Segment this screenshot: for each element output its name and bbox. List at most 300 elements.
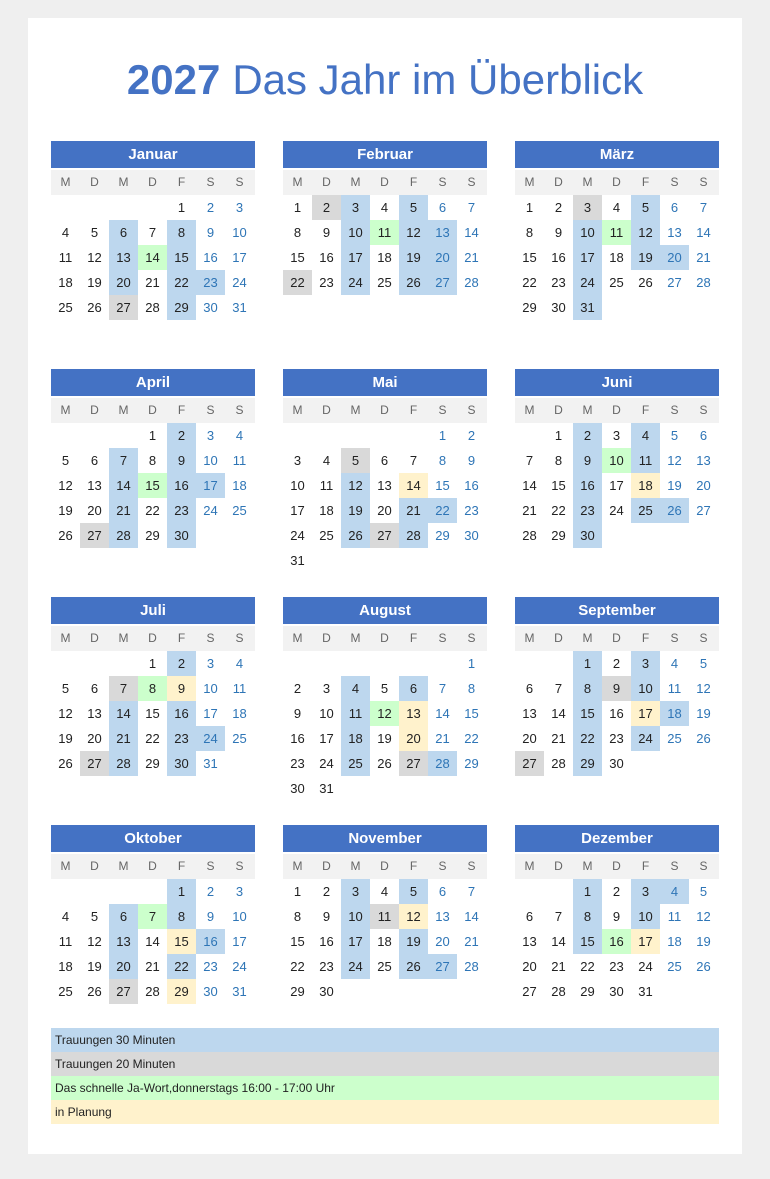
- weekday-label: D: [380, 631, 389, 645]
- day-cell: 18: [319, 503, 334, 518]
- day-cell: 14: [464, 225, 479, 240]
- day-cell: 14: [399, 473, 428, 498]
- week-row: [283, 751, 487, 776]
- day-cell: 8: [293, 909, 302, 924]
- day-cell: 16: [196, 929, 225, 954]
- day-cell: 11: [370, 904, 399, 929]
- day-cell: 31: [638, 984, 653, 999]
- day-cell: 18: [377, 934, 392, 949]
- day-cell: 24: [341, 270, 370, 295]
- month-3: [515, 141, 719, 320]
- day-cell: 5: [631, 195, 660, 220]
- weekday-label: M: [60, 859, 71, 873]
- day-cell: 9: [467, 453, 476, 468]
- day-cell: 1: [573, 879, 602, 904]
- week-row: [51, 751, 255, 776]
- month-header: Februar: [283, 141, 487, 168]
- weekday-label: S: [438, 403, 447, 417]
- week-row: [283, 270, 487, 295]
- day-cell: 2: [467, 428, 476, 443]
- weekday-label: F: [641, 403, 650, 417]
- day-cell: 14: [109, 701, 138, 726]
- day-cell: 6: [380, 453, 389, 468]
- day-cell: 28: [145, 300, 160, 315]
- weekday-label: M: [292, 859, 303, 873]
- week-row: [515, 726, 719, 751]
- day-cell: 30: [551, 300, 566, 315]
- day-cell: 7: [554, 909, 563, 924]
- month-header: März: [515, 141, 719, 168]
- day-cell: 1: [177, 200, 186, 215]
- weekday-label: M: [60, 403, 71, 417]
- day-cell: 16: [573, 473, 602, 498]
- day-cell: 17: [196, 473, 225, 498]
- day-cell: 6: [90, 453, 99, 468]
- week-row: [283, 954, 487, 979]
- day-cell: 13: [696, 453, 711, 468]
- day-cell: 7: [438, 681, 447, 696]
- day-cell: 31: [203, 756, 218, 771]
- day-cell: 20: [696, 478, 711, 493]
- day-cell: 30: [573, 523, 602, 548]
- day-cell: 10: [290, 478, 305, 493]
- week-row: [51, 295, 255, 320]
- month-9: [515, 597, 719, 776]
- day-cell: 11: [319, 478, 334, 493]
- day-cell: 29: [435, 528, 450, 543]
- day-cell: 28: [109, 523, 138, 548]
- day-cell: 23: [464, 503, 479, 518]
- empty-cell: [109, 195, 138, 220]
- weekday-row: [283, 626, 487, 651]
- day-cell: 16: [167, 473, 196, 498]
- day-cell: 2: [167, 423, 196, 448]
- day-cell: 17: [232, 934, 247, 949]
- day-cell: 25: [232, 503, 247, 518]
- day-cell: 22: [167, 954, 196, 979]
- empty-cell: [631, 751, 660, 776]
- week-row: [283, 651, 487, 676]
- month-6: [515, 369, 719, 548]
- day-cell: 14: [145, 934, 160, 949]
- day-cell: 24: [232, 275, 247, 290]
- week-row: [283, 979, 487, 1004]
- weekday-label: S: [206, 859, 215, 873]
- week-row: [515, 751, 719, 776]
- day-cell: 15: [435, 478, 450, 493]
- day-cell: 4: [61, 909, 70, 924]
- day-cell: 4: [235, 428, 244, 443]
- day-cell: 3: [235, 200, 244, 215]
- week-row: [515, 270, 719, 295]
- day-cell: 9: [322, 909, 331, 924]
- weekday-label: D: [380, 175, 389, 189]
- weekday-label: S: [235, 403, 244, 417]
- day-cell: 26: [377, 756, 392, 771]
- empty-cell: [457, 776, 486, 801]
- day-cell: 11: [58, 934, 73, 949]
- day-cell: 10: [232, 225, 247, 240]
- day-cell: 11: [667, 681, 682, 696]
- day-cell: 19: [696, 934, 711, 949]
- day-cell: 21: [464, 934, 479, 949]
- day-cell: 21: [399, 498, 428, 523]
- day-cell: 27: [80, 523, 109, 548]
- day-cell: 4: [631, 423, 660, 448]
- empty-cell: [138, 195, 167, 220]
- day-cell: 22: [283, 270, 312, 295]
- day-cell: 7: [138, 904, 167, 929]
- day-cell: 28: [551, 756, 566, 771]
- empty-cell: [51, 195, 80, 220]
- week-row: [51, 498, 255, 523]
- day-cell: 20: [435, 934, 450, 949]
- day-cell: 27: [80, 751, 109, 776]
- day-cell: 13: [109, 929, 138, 954]
- day-cell: 14: [696, 225, 711, 240]
- day-cell: 21: [109, 498, 138, 523]
- day-cell: 2: [206, 200, 215, 215]
- weekday-label: S: [206, 175, 215, 189]
- day-cell: 15: [522, 250, 537, 265]
- legend-item-20min: Trauungen 20 Minuten: [51, 1052, 719, 1076]
- day-cell: 22: [167, 270, 196, 295]
- day-cell: 8: [148, 453, 157, 468]
- day-cell: 1: [293, 200, 302, 215]
- empty-cell: [341, 423, 370, 448]
- day-cell: 8: [138, 676, 167, 701]
- day-cell: 18: [232, 706, 247, 721]
- month-11: [283, 825, 487, 1004]
- day-cell: 2: [206, 884, 215, 899]
- day-cell: 4: [670, 656, 679, 671]
- weekday-label: M: [60, 631, 71, 645]
- empty-cell: [341, 979, 370, 1004]
- day-cell: 12: [631, 220, 660, 245]
- week-row: [51, 195, 255, 220]
- day-cell: 22: [145, 731, 160, 746]
- day-cell: 5: [670, 428, 679, 443]
- day-cell: 26: [660, 498, 689, 523]
- day-cell: 27: [667, 275, 682, 290]
- empty-cell: [370, 548, 399, 573]
- day-cell: 27: [428, 270, 457, 295]
- day-cell: 27: [370, 523, 399, 548]
- day-cell: 10: [573, 220, 602, 245]
- empty-cell: [283, 423, 312, 448]
- day-cell: 1: [148, 656, 157, 671]
- empty-cell: [225, 523, 254, 548]
- weekday-label: F: [177, 175, 186, 189]
- day-cell: 29: [145, 528, 160, 543]
- day-cell: 27: [696, 503, 711, 518]
- empty-cell: [689, 295, 718, 320]
- day-cell: 7: [109, 448, 138, 473]
- day-cell: 15: [290, 250, 305, 265]
- weekday-label: M: [524, 403, 535, 417]
- day-cell: 3: [322, 681, 331, 696]
- weekday-label: S: [206, 403, 215, 417]
- day-cell: 16: [551, 250, 566, 265]
- weekday-label: D: [322, 175, 331, 189]
- weekday-label: F: [409, 403, 418, 417]
- day-cell: 11: [232, 681, 247, 696]
- day-cell: 1: [525, 200, 534, 215]
- day-cell: 5: [341, 448, 370, 473]
- day-cell: 12: [58, 706, 73, 721]
- empty-cell: [51, 879, 80, 904]
- day-cell: 21: [109, 726, 138, 751]
- day-cell: 20: [87, 503, 102, 518]
- day-cell: 16: [602, 929, 631, 954]
- weekday-label: D: [554, 175, 563, 189]
- day-cell: 29: [580, 984, 595, 999]
- day-cell: 22: [464, 731, 479, 746]
- empty-cell: [515, 423, 544, 448]
- weekday-label: S: [670, 403, 679, 417]
- day-cell: 10: [602, 448, 631, 473]
- day-cell: 15: [573, 929, 602, 954]
- weekday-label: D: [380, 859, 389, 873]
- day-cell: 22: [551, 503, 566, 518]
- day-cell: 30: [290, 781, 305, 796]
- empty-cell: [370, 651, 399, 676]
- day-cell: 25: [631, 498, 660, 523]
- empty-cell: [515, 651, 544, 676]
- empty-cell: [544, 879, 573, 904]
- day-cell: 13: [667, 225, 682, 240]
- day-cell: 17: [631, 701, 660, 726]
- month-4: [51, 369, 255, 548]
- empty-cell: [399, 979, 428, 1004]
- week-row: [515, 676, 719, 701]
- weekday-label: M: [292, 631, 303, 645]
- day-cell: 30: [167, 523, 196, 548]
- day-cell: 21: [551, 731, 566, 746]
- empty-cell: [544, 651, 573, 676]
- empty-cell: [109, 651, 138, 676]
- weekday-label: D: [90, 859, 99, 873]
- weekday-label: S: [206, 631, 215, 645]
- weekday-label: S: [467, 403, 476, 417]
- day-cell: 23: [609, 959, 624, 974]
- day-cell: 15: [573, 701, 602, 726]
- day-cell: 15: [551, 478, 566, 493]
- day-cell: 12: [667, 453, 682, 468]
- week-row: [515, 523, 719, 548]
- day-cell: 24: [232, 959, 247, 974]
- legend-item-30min: Trauungen 30 Minuten: [51, 1028, 719, 1052]
- day-cell: 17: [290, 503, 305, 518]
- day-cell: 18: [660, 701, 689, 726]
- empty-cell: [660, 979, 689, 1004]
- day-cell: 21: [435, 731, 450, 746]
- day-cell: 24: [319, 756, 334, 771]
- day-cell: 13: [435, 909, 450, 924]
- day-cell: 29: [167, 979, 196, 1004]
- day-cell: 12: [341, 473, 370, 498]
- day-cell: 30: [167, 751, 196, 776]
- day-cell: 13: [377, 478, 392, 493]
- day-cell: 17: [609, 478, 624, 493]
- day-cell: 25: [377, 959, 392, 974]
- day-cell: 7: [109, 676, 138, 701]
- day-cell: 10: [319, 706, 334, 721]
- day-cell: 27: [109, 295, 138, 320]
- day-cell: 30: [464, 528, 479, 543]
- weekday-label: M: [582, 175, 593, 189]
- day-cell: 19: [667, 478, 682, 493]
- day-cell: 2: [312, 195, 341, 220]
- weekday-label: D: [554, 403, 563, 417]
- day-cell: 19: [87, 275, 102, 290]
- week-row: [51, 726, 255, 751]
- day-cell: 13: [87, 478, 102, 493]
- month-header: Mai: [283, 369, 487, 396]
- day-cell: 10: [203, 453, 218, 468]
- day-cell: 12: [370, 701, 399, 726]
- day-cell: 27: [515, 751, 544, 776]
- empty-cell: [80, 195, 109, 220]
- month-2: [283, 141, 487, 295]
- day-cell: 16: [319, 934, 334, 949]
- day-cell: 13: [109, 245, 138, 270]
- weekday-label: S: [438, 859, 447, 873]
- empty-cell: [196, 523, 225, 548]
- empty-cell: [399, 423, 428, 448]
- weekday-label: D: [322, 859, 331, 873]
- day-cell: 10: [341, 220, 370, 245]
- week-row: [283, 676, 487, 701]
- day-cell: 3: [206, 428, 215, 443]
- day-cell: 1: [467, 656, 476, 671]
- day-cell: 17: [319, 731, 334, 746]
- weekday-label: S: [699, 403, 708, 417]
- day-cell: 9: [554, 225, 563, 240]
- weekday-label: S: [699, 175, 708, 189]
- weekday-label: D: [90, 175, 99, 189]
- week-row: [51, 929, 255, 954]
- page-title: [0, 52, 770, 108]
- day-cell: 25: [341, 751, 370, 776]
- weekday-label: F: [641, 631, 650, 645]
- day-cell: 19: [377, 731, 392, 746]
- month-10: [51, 825, 255, 1004]
- day-cell: 2: [322, 884, 331, 899]
- day-cell: 19: [341, 498, 370, 523]
- month-header: Juli: [51, 597, 255, 624]
- weekday-label: M: [118, 175, 129, 189]
- weekday-label: S: [467, 175, 476, 189]
- day-cell: 25: [667, 731, 682, 746]
- month-header: August: [283, 597, 487, 624]
- day-cell: 16: [609, 706, 624, 721]
- day-cell: 8: [573, 676, 602, 701]
- day-cell: 6: [109, 904, 138, 929]
- day-cell: 3: [206, 656, 215, 671]
- day-cell: 6: [399, 676, 428, 701]
- day-cell: 6: [699, 428, 708, 443]
- day-cell: 28: [145, 984, 160, 999]
- day-cell: 7: [525, 453, 534, 468]
- day-cell: 5: [61, 453, 70, 468]
- day-cell: 23: [196, 270, 225, 295]
- day-cell: 13: [87, 706, 102, 721]
- empty-cell: [660, 523, 689, 548]
- day-cell: 3: [293, 453, 302, 468]
- empty-cell: [602, 523, 631, 548]
- day-cell: 8: [167, 904, 196, 929]
- empty-cell: [341, 548, 370, 573]
- week-row: [283, 473, 487, 498]
- week-row: [283, 548, 487, 573]
- weekday-row: [51, 170, 255, 195]
- week-row: [515, 979, 719, 1004]
- day-cell: 15: [145, 706, 160, 721]
- weekday-label: M: [350, 631, 361, 645]
- weekday-row: [515, 398, 719, 423]
- week-row: [515, 498, 719, 523]
- day-cell: 19: [696, 706, 711, 721]
- day-cell: 6: [525, 909, 534, 924]
- weekday-row: [515, 626, 719, 651]
- empty-cell: [341, 651, 370, 676]
- weekday-label: D: [148, 859, 157, 873]
- day-cell: 24: [631, 726, 660, 751]
- week-row: [515, 473, 719, 498]
- day-cell: 5: [399, 195, 428, 220]
- day-cell: 9: [573, 448, 602, 473]
- week-row: [51, 270, 255, 295]
- day-cell: 22: [290, 959, 305, 974]
- day-cell: 7: [409, 453, 418, 468]
- day-cell: 18: [609, 250, 624, 265]
- day-cell: 31: [232, 300, 247, 315]
- day-cell: 10: [631, 676, 660, 701]
- day-cell: 8: [167, 220, 196, 245]
- weekday-row: [515, 170, 719, 195]
- day-cell: 27: [109, 979, 138, 1004]
- week-row: [515, 195, 719, 220]
- day-cell: 24: [638, 959, 653, 974]
- day-cell: 14: [109, 473, 138, 498]
- day-cell: 2: [573, 423, 602, 448]
- day-cell: 23: [551, 275, 566, 290]
- day-cell: 24: [341, 954, 370, 979]
- day-cell: 21: [696, 250, 711, 265]
- day-cell: 9: [293, 706, 302, 721]
- day-cell: 12: [87, 250, 102, 265]
- day-cell: 19: [58, 503, 73, 518]
- weekday-label: S: [670, 631, 679, 645]
- day-cell: 1: [573, 651, 602, 676]
- day-cell: 3: [341, 195, 370, 220]
- empty-cell: [602, 295, 631, 320]
- day-cell: 20: [428, 245, 457, 270]
- empty-cell: [370, 776, 399, 801]
- weekday-label: D: [148, 403, 157, 417]
- week-row: [51, 979, 255, 1004]
- day-cell: 3: [235, 884, 244, 899]
- day-cell: 30: [609, 984, 624, 999]
- week-row: [515, 701, 719, 726]
- day-cell: 17: [341, 245, 370, 270]
- weekday-label: S: [699, 859, 708, 873]
- day-cell: 29: [290, 984, 305, 999]
- weekday-label: D: [90, 631, 99, 645]
- week-row: [51, 879, 255, 904]
- week-row: [51, 245, 255, 270]
